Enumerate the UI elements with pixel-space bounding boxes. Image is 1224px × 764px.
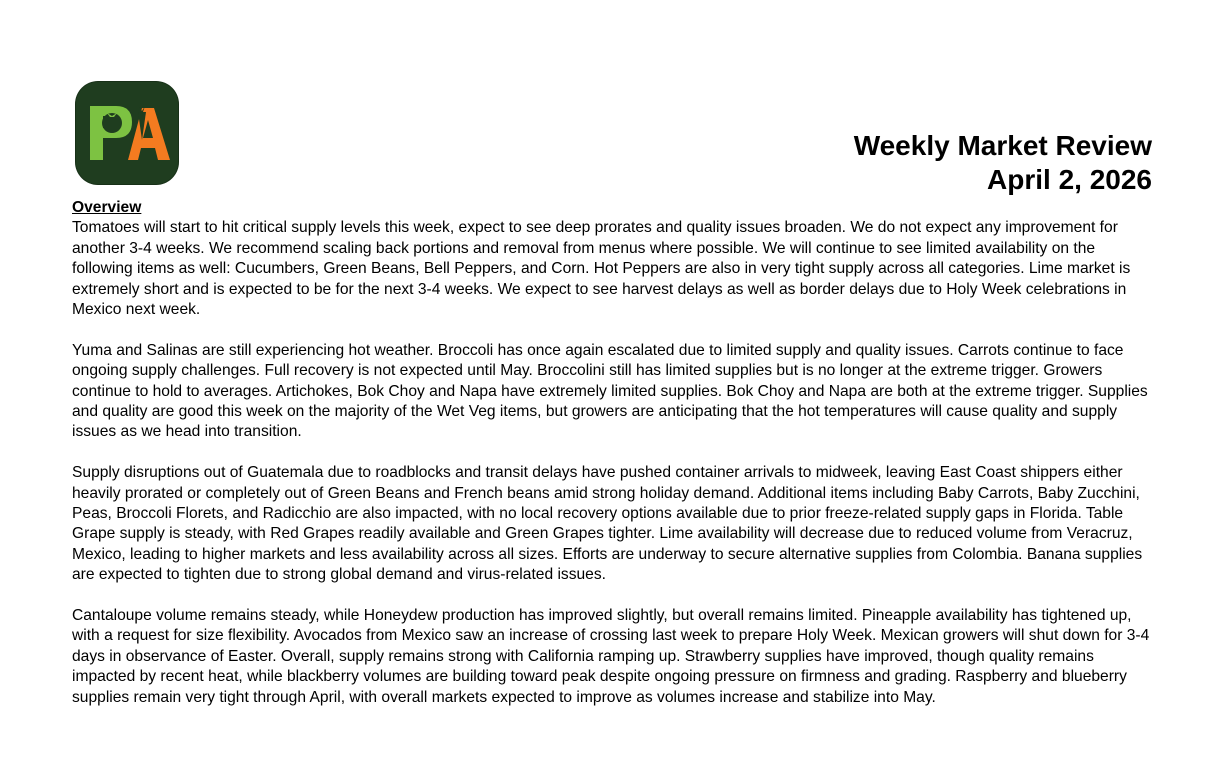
pa-logo-icon [76,82,178,184]
report-date: April 2, 2026 [987,164,1152,195]
report-title: Weekly Market Review [853,130,1152,161]
overview-heading: Overview [72,199,142,216]
overview-paragraph-3: Supply disruptions out of Guatemala due to roadblocks and transit delays have pushed container arrivals to midweek, leaving East Coast shippers either heavily prorated or completely out of Green Beans and French beans amid strong holiday demand. Additional items including Baby Carrots, Baby Zucchini, Peas, Broccoli Florets, and Radicchio are also impacted, with no local recovery options available due to prior freeze-related supply gaps in Florida. Table Grape supply is steady, with Red Grapes readily available and Green Grapes tighter. Lime availability will decrease due to reduced volume from Veracruz, Mexico, leading to higher markets and less availability across all sizes. Efforts are underway to secure alternative supplies from Colombia. Banana supplies are expected to tighten due to strong global demand and virus-related issues. [72,464,1143,584]
overview-paragraph-2: Yuma and Salinas are still experiencing hot weather. Broccoli has once again escalated due to limited supply and quality issues. Carrots continue to face ongoing supply challenges. Full recovery is not expected until May. Broccolini still has limited supplies but is no longer at the extreme trigger. Growers continue to hold to averages. Artichokes, Bok Choy and Napa have extremely limited supplies. Bok Choy and Napa are both at the extreme trigger. Supplies and quality are good this week on the majority of the Wet Veg items, but growers are anticipating that the hot temperatures will cause quality and supply issues as we head into transition. [72,341,1148,441]
report-header [854,129,1152,197]
overview-section [72,198,1154,708]
company-logo [76,82,178,184]
overview-paragraph-4: Cantaloupe volume remains steady, while Honeydew production has improved slightly, but overall remains limited. Pineapple availability has tightened up, with a request for size flexibility. Avocados from Mexico saw an increase of crossing last week to prepare Holy Week. Mexican growers will shut down for 3-4 days in observance of Easter. Overall, supply remains strong with California ramping up. Strawberry supplies have improved, though quality remains impacted by recent heat, while blackberry volumes are building toward peak despite ongoing pressure on firmness and grading. Raspberry and blueberry supplies remain very tight through April, with overall markets expected to improve as volumes increase and stabilize into May. [72,607,1150,706]
overview-paragraph-1: Tomatoes will start to hit critical supply levels this week, expect to see deep prorates and quality issues broaden. We do not expect any improvement for another 3-4 weeks. We recommend scaling back portions and removal from menus where possible. We will continue to see limited availability on the following items as well: Cucumbers, Green Beans, Bell Peppers, and Corn. Hot Peppers are also in very tight supply across all categories. Lime market is extremely short and is expected to be for the next 3-4 weeks. We expect to see harvest delays as well as border delays due to Holy Week celebrations in Mexico next week. [72,219,1131,319]
